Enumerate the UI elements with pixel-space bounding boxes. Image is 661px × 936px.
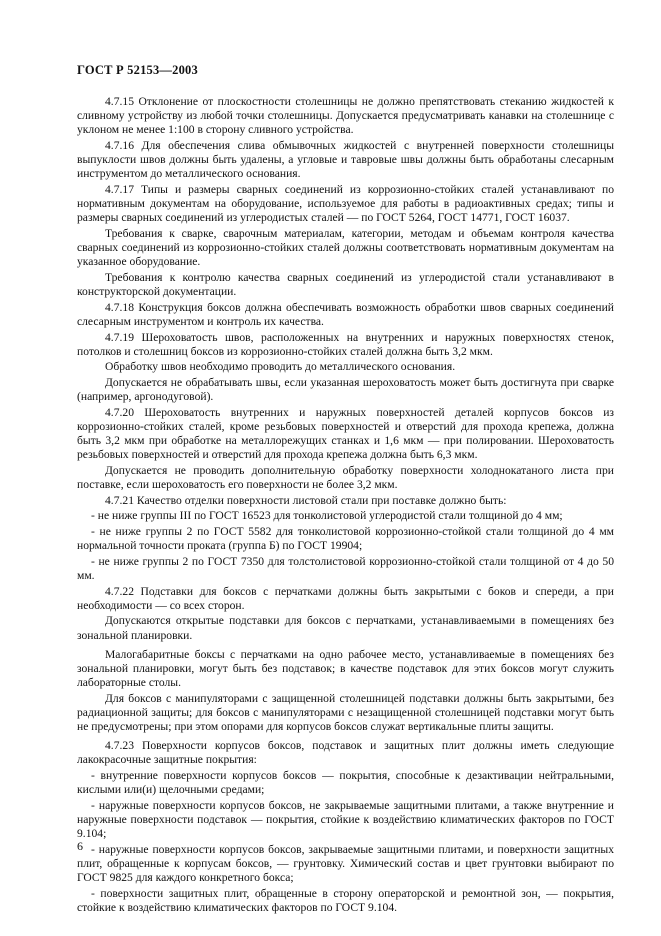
paragraph-4-7-16: 4.7.16 Для обеспечения слива обмывочных жидкостей с внутренней поверхности столешницы выпуклости швов должны быть удалены, а угловые и тавровые швы должны быть обработаны слесарным инструментом до металлического основания.	[77, 138, 614, 181]
paragraph: Обработку швов необходимо проводить до металлического основания.	[105, 360, 456, 374]
paragraph: Допускаются открытые подставки для боксов с перчатками, устанавливаемыми в помещениях без зональной планировки.	[77, 614, 614, 642]
list-item: - наружные поверхности корпусов боксов, не закрываемые защитными плитами, а также внутренние и наружные поверхности подставок — покрытия, стойкие к воздействию климатических факторов по ГОСТ 9.104;	[77, 798, 614, 841]
page-number: 6	[77, 839, 83, 853]
paragraph-4-7-21: 4.7.21 Качество отделки поверхности листовой стали при поставке должно быть:	[105, 493, 507, 507]
list-item: - внутренние поверхности корпусов боксов — покрытия, способные к дезактивации нейтральными, кислыми или(и) щелочными средами;	[77, 769, 614, 797]
paragraph-4-7-19: 4.7.19 Шероховатость швов, расположенных на внутренних и наружных поверхностях стенок, потолков и столешниц боксов из коррозионно-стойких сталей должна быть 3,2 мкм.	[77, 330, 614, 358]
paragraph-4-7-17: 4.7.17 Типы и размеры сварных соединений из коррозионно-стойких сталей устанавливают по нормативным документам на оборудование, используемое для работы в радиоактивных средах; типы и размеры сварных соединений из углеродистых сталей — по ГОСТ 5264, ГОСТ 14771, ГОСТ 16037.	[77, 182, 614, 225]
paragraph-4-7-22: 4.7.22 Подставки для боксов с перчатками должны быть закрытыми с боков и спереди, а при необходимости — со всех сторон.	[77, 584, 614, 612]
paragraph: Требования к контролю качества сварных соединений из углеродистой стали устанавливают в конструкторской документации.	[77, 270, 614, 299]
list-item: - наружные поверхности корпусов боксов, закрываемые защитными плитами, и поверхности защитных плит, обращенные к корпусам боксов, — грунтовку. Химический состав и цвет грунтовки выбирают по ГОСТ 9825 для каждого конкретного бокса;	[77, 842, 614, 885]
list-item: - не ниже группы 2 по ГОСТ 7350 для толстолистовой коррозионно-стойкой стали толщиной от 4 до 50 мм.	[77, 554, 614, 582]
paragraph: Допускается не обрабатывать швы, если указанная шероховатость может быть достигнута при сварке (например, аргонодуговой).	[77, 375, 614, 404]
list-item: - поверхности защитных плит, обращенные в сторону операторской и ремонтной зон, — покрытия, стойкие к воздействию климатических факторов по ГОСТ 9.104.	[77, 886, 614, 914]
paragraph-4-7-20: 4.7.20 Шероховатость внутренних и наружных поверхностей деталей корпусов боксов из коррозионно-стойких сталей, кроме резьбовых поверхностей и отверстий для прохода крепежа, должна быть 3,2 мкм при обработке на металлорежущих станках и 1,6 мкм — при полировании. Шероховатость резьбовых поверхностей и отверстий для прохода крепежа должна быть 6,3 мкм.	[77, 405, 614, 462]
paragraph-4-7-15: 4.7.15 Отклонение от плоскостности столешницы не должно препятствовать стеканию жидкостей к сливному устройству из любой точки столешницы. Допускается предусматривать канавки на столешнице с уклоном не менее 1:100 в сторону сливного устройства.	[77, 95, 614, 137]
paragraph: Требования к сварке, сварочным материалам, категории, методам и объемам контроля качества сварных соединений из коррозионно-стойких сталей должны соответствовать нормативным документам на указанное оборудование.	[77, 226, 614, 269]
list-item: - не ниже группы III по ГОСТ 16523 для тонколистовой углеродистой стали толщиной до 4 мм;	[91, 509, 563, 523]
paragraph-4-7-23: 4.7.23 Поверхности корпусов боксов, подставок и защитных плит должны иметь следующие лакокрасочные защитные покрытия:	[77, 739, 614, 767]
document-body	[77, 95, 614, 917]
paragraph: Малогабаритные боксы с перчатками на одно рабочее место, устанавливаемые в помещениях без зональной планировки, могут быть без подставок; в качестве подставок для этих боксов могут служить лабораторные столы.	[77, 647, 614, 690]
paragraph-4-7-18: 4.7.18 Конструкция боксов должна обеспечивать возможность обработки швов сварных соединений слесарным инструментом и контроль их качества.	[77, 300, 614, 328]
list-item: - не ниже группы 2 по ГОСТ 5582 для тонколистовой коррозионно-стойкой стали толщиной до 4 мм нормальной точности проката (группа Б) по ГОСТ 19904;	[77, 525, 614, 553]
paragraph: Для боксов с манипуляторами с защищенной столешницей подставки должны быть закрытыми, без радиационной защиты; для боксов с манипуляторами с незащищенной столешницей подставки могут быть не предусмотрены; при этом опорами для корпусов боксов служат вертикальные плиты защиты.	[77, 691, 614, 734]
document-header: ГОСТ Р 52153—2003	[77, 63, 198, 77]
paragraph: Допускается не проводить дополнительную обработку поверхности холоднокатаного листа при поставке, если шероховатость его поверхности не более 3,2 мкм.	[77, 463, 614, 492]
